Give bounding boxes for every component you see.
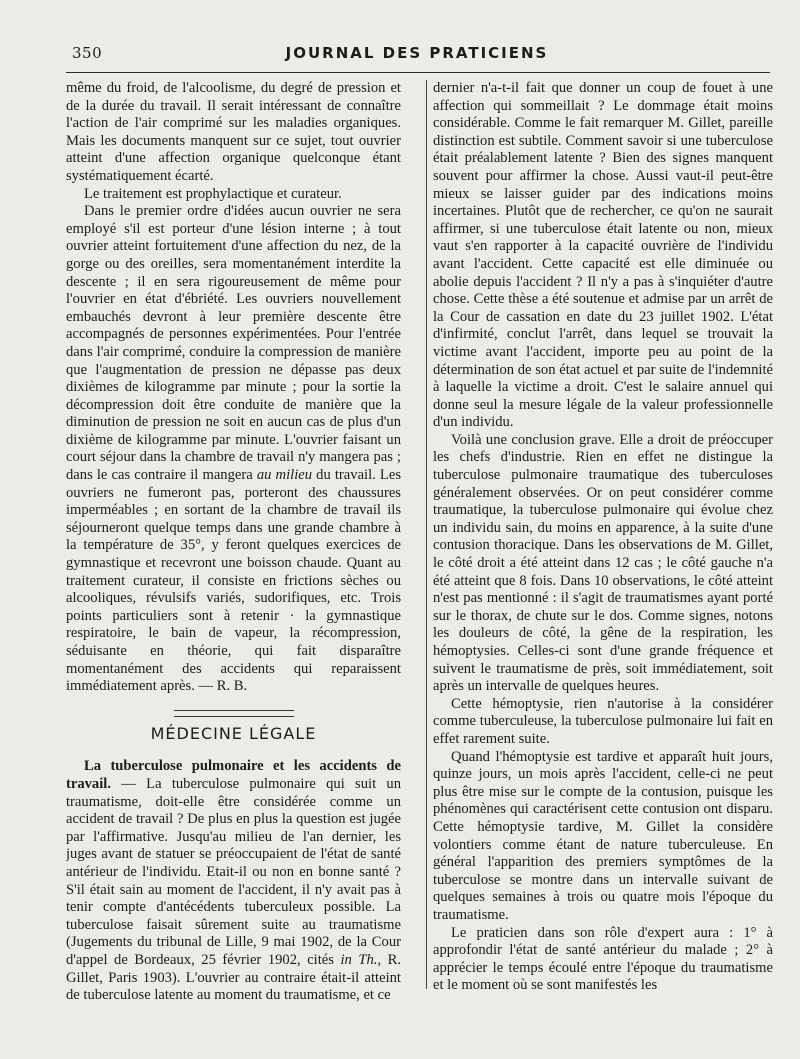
right-column bbox=[433, 80, 773, 1040]
paragraph bbox=[66, 758, 401, 1004]
paragraph: Quand l'hémoptysie est tardive et apparaît huit jours, quinze jours, un mois après l'accident, celle-ci ne peut plus être mise sur le compte de la contusion, puisque les phénomènes qui caractérisent cette contusion ont disparu. Cette hémoptysie tardive, M. Gillet la considère volontiers comme étant de nature tuberculeuse. En général l'apparition des premiers symptômes de la tuberculose se montre dans un intervalle suivant de quelques semaines à trois ou quatre mois l'époque du traumatisme. bbox=[433, 748, 773, 923]
section-title: MÉDECINE LÉGALE bbox=[150, 723, 317, 743]
text-run: Dans le premier ordre d'idées aucun ouvrier ne sera employé s'il est porteur d'une lésion interne ; à tout ouvrier atteint fortuitement d'une affection du nez, de la gorge ou des oreilles, sera momentanément interdite la descente ; il en sera rigoureusement de même pour l'ouvrier en état d'ébriété. Les ouvriers nouvellement embauchés devront à leur première descente être accompagnés de personnes expérimentées. Pour l'entrée dans l'air comprimé, conduire la compression de manière que l'augmentation de pression ne dépasse pas deux dixièmes de kilogramme par minute ; pour la sortie la décompression doit être conduite de manière que la diminution de pression ne soit en aucun cas de plus d'un dixième de kilogramme par minute. L'ouvrier faisant un court séjour dans la chambre de travail n'y mangera pas ; dans le cas contraire il mangera bbox=[66, 203, 401, 484]
text-run: du travail. Les ouvriers ne fumeront pas, porteront des chaussures imperméables ; en sortant de la chambre de travail ils séjourneront quelque temps dans une grande chambre à la température de 35°, y feront quelques exercices de gymnastique et recevront une boisson chaude. Quant au traitement curateur, il consiste en frictions sèches ou alcooliques, révulsifs variés, sudorifiques, etc. Trois points particuliers sont à retenir · la gymnastique respiratoire, le bain de vapeur, la récompression, séduisante en théorie, qui fait disparaître momentanément des accidents qui reparaissent immédiatement après. — R. B. bbox=[66, 467, 401, 695]
text-run: , R. Gillet, Paris 1903). L'ouvrier au contraire était-il atteint de tuberculose latente au moment du traumatisme, et ce bbox=[66, 951, 401, 1004]
column-divider bbox=[426, 80, 427, 989]
header-rule bbox=[66, 72, 770, 73]
journal-title: JOURNAL DES PRATICIENS bbox=[285, 44, 549, 62]
paragraph: Le praticien dans son rôle d'expert aura : 1° à approfondir l'état de santé antérieur du malade ; 2° à apprécier le temps écoulé entre l'époque du traumatisme et le moment où se sont manifestés les bbox=[433, 924, 773, 994]
italic-text: in Th. bbox=[340, 951, 378, 968]
page-header bbox=[64, 42, 770, 66]
italic-text: au milieu bbox=[256, 467, 313, 484]
paragraph: même du froid, de l'alcoolisme, du degré de pression et de la durée du travail. Il serait intéressant de connaître l'action de l'air comprimé sur les maladies organiques. Mais les documents manquent sur ce sujet, tout ouvrier atteint d'une affection organique quelconque étant systématiquement écarté. bbox=[66, 80, 401, 184]
paragraph: dernier n'a-t-il fait que donner un coup de fouet à une affection qui sommeillait ? Le dommage était moins considérable. Comme le fait remarquer M. Gillet, pareille distinction est subtile. Comment savoir si une tuberculose était préalablement latente ? Bien des signes manquent souvent pour affirmer la chose. Aussi vaut-il peut-être mieux se laisser guider par des indications moins incertaines. Plutôt que de rechercher, ce qu'on ne saurait affirmer, si une tuberculose était latente ou non, mieux vaut s'en rapporter à la capacité ouvrière de l'individu avant l'accident. Cette capacité est elle diminuée ou abolie depuis l'accident ? Il n'y a pas à s'inquiéter d'autre chose. Cette thèse a été soutenue et admise par un arrêt de la Cour de cassation en date du 23 juillet 1902. L'état d'infirmité, conclut l'arrêt, dans lequel se trouvait la victime avant l'accident, importe peu au point de la détermination de son état actuel et par suite de l'indemnité à laquelle la victime a droit. C'est le salaire annuel qui donne seul la mesure légale de la valeur professionnelle d'un individu. bbox=[433, 80, 773, 431]
paragraph: Voilà une conclusion grave. Elle a droit de préoccuper les chefs d'industrie. Rien en effet ne distingue la tuberculose pulmonaire traumatique des tuberculoses généralement observées. Or on peut considérer comme traumatique, la tuberculose pulmonaire qui évolue chez un individu sain, du moins en apparence, à la suite d'une contusion thoracique. Dans les observations de M. Gillet, le côté droit a été atteint dans 12 cas ; le côté gauche n'a été atteint que 8 fois. Dans 10 observations, le côté atteint n'est pas mentionné : il s'agit de traumatismes ayant porté sur le thorax, de chute sur le dos. Comme signes, notons les douleurs de côté, la gêne de la respiration, les hémoptysies. Celles-ci sont d'une grande fréquence et suivent le traumatisme de près, soit immédiatement, soit après un intervalle de quelques heures. bbox=[433, 431, 773, 695]
paragraph: Le traitement est prophylactique et curateur. bbox=[84, 185, 342, 202]
left-column bbox=[66, 80, 401, 1040]
paragraph bbox=[66, 203, 401, 696]
section-separator bbox=[174, 710, 294, 717]
text-run: — La tuberculose pulmonaire qui suit un traumatisme, doit-elle être considérée comme un accident de travail ? De plus en plus la question est jugée par l'affirmative. Jusqu'au milieu de l'an dernier, les juges avant de statuer se préoccupaient de l'état de santé antérieur de l'individu. Etait-il ou non en bonne santé ? S'il était sain au moment de l'accident, il n'y avait pas à tenir compte d'antécédents tuberculeux possible. La tuberculose faisait sûrement suite au traumatisme (Jugements du tribunal de Lille, 9 mai 1902, de la Cour d'appel de Bordeaux, 25 février 1902, cités bbox=[66, 775, 401, 968]
article-title: La tuberculose pulmonaire et les accidents de travail. bbox=[66, 758, 401, 792]
page-number: 350 bbox=[72, 44, 103, 62]
paragraph: Cette hémoptysie, rien n'autorise à la considérer comme tuberculeuse, la tuberculose pulmonaire lui fait en effet rarement suite. bbox=[433, 695, 773, 747]
